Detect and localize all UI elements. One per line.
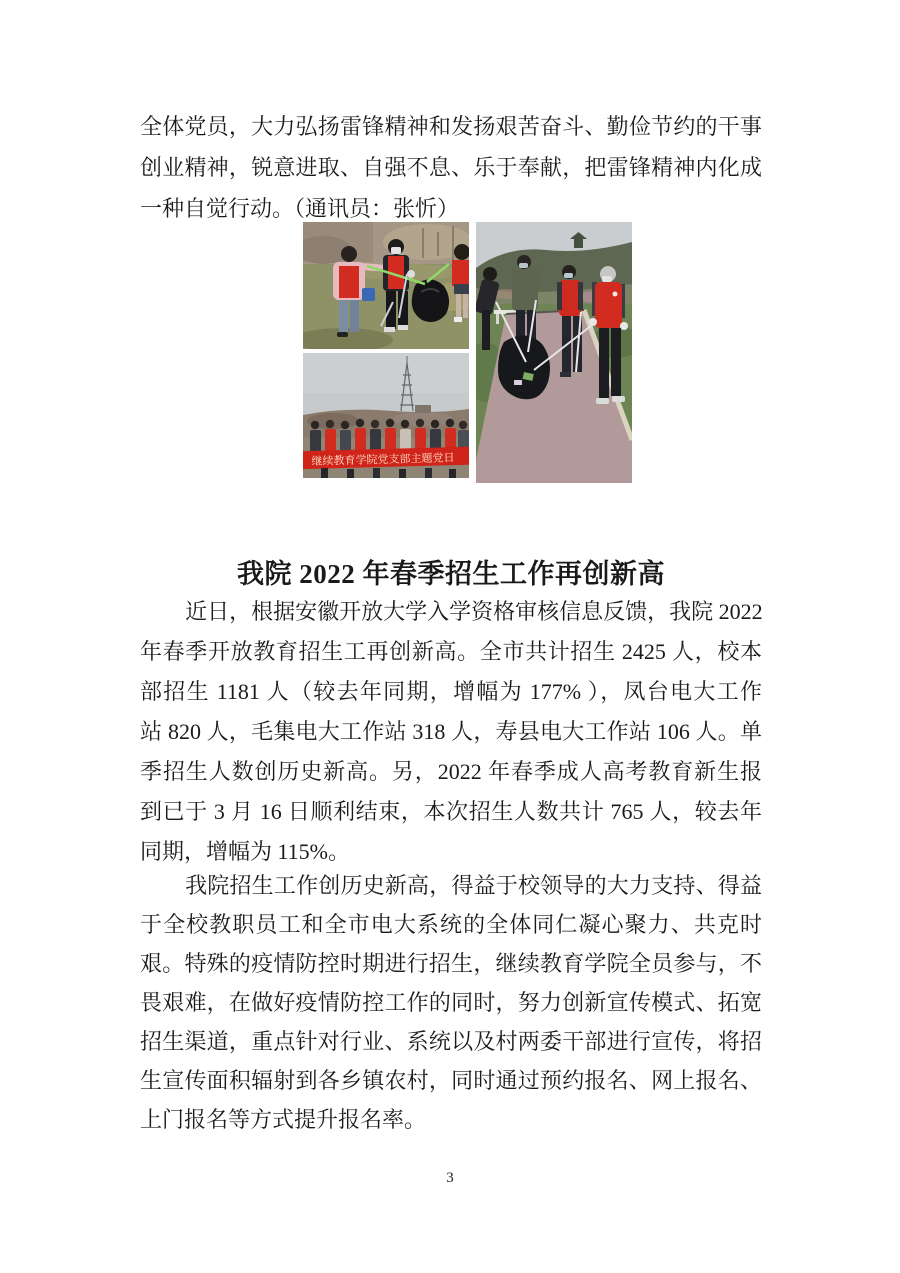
text-line: 全体党员，大力弘扬雷锋精神和发扬艰苦奋斗、勤俭节约的干事	[140, 114, 762, 139]
text-line: 我院招生工作创历史新高，得益于校领导的大力支持、得益	[185, 873, 762, 898]
text-line: 招生渠道，重点针对行业、系统以及村两委干部进行宣传，将招	[140, 1029, 762, 1054]
photo-collage	[303, 222, 632, 483]
paragraph-enrollment-efforts	[140, 866, 762, 1139]
text-line: 于全校教职员工和全市电大系统的全体同仁凝心聚力、共克时	[140, 912, 762, 937]
text-line: 到已于 3 月 16 日顺利结束，本次招生人数共计 765 人，较去年	[140, 799, 762, 824]
banner-text: 继续教育学院党支部主题党日	[311, 452, 455, 468]
text-line: 创业精神，锐意进取、自强不息、乐于奉献，把雷锋精神内化成	[140, 155, 762, 180]
photo-path-cleanup	[476, 222, 632, 483]
text-line: 上门报名等方式提升报名率。	[140, 1107, 427, 1132]
photo-volunteers-field	[303, 222, 469, 349]
trash-bag	[498, 335, 550, 399]
text-line: 一种自觉行动。（通讯员：张忻）	[140, 196, 460, 221]
text-line: 年春季开放教育招生工再创新高。全市共计招生 2425 人，校本	[140, 639, 762, 664]
section-title: 我院 2022 年春季招生工作再创新高	[237, 559, 665, 589]
text-line: 艰。特殊的疫情防控时期进行招生，继续教育学院全员参与，不	[140, 951, 762, 976]
text-line: 站 820 人，毛集电大工作站 318 人，寿县电大工作站 106 人。单	[140, 719, 762, 744]
intro-paragraph	[140, 106, 762, 229]
photo-group-banner	[303, 353, 469, 478]
page-number: 3	[446, 1170, 454, 1186]
collage-left-column	[303, 222, 469, 483]
trash-bag	[412, 279, 449, 322]
text-line: 同期，增幅为 115%。	[140, 839, 351, 864]
text-line: 畏艰难，在做好疫情防控工作的同时，努力创新宣传模式、拓宽	[140, 990, 762, 1015]
text-line: 近日，根据安徽开放大学入学资格审核信息反馈，我院 2022	[185, 599, 763, 624]
paragraph-enrollment-stats	[140, 592, 762, 872]
text-line: 部招生 1181 人（较去年同期，增幅为 177% ），凤台电大工作	[140, 679, 762, 704]
text-line: 生宣传面积辐射到各乡镇农村，同时通过预约报名、网上报名、	[140, 1068, 762, 1093]
text-line: 季招生人数创历史新高。另，2022 年春季成人高考教育新生报	[140, 759, 762, 784]
